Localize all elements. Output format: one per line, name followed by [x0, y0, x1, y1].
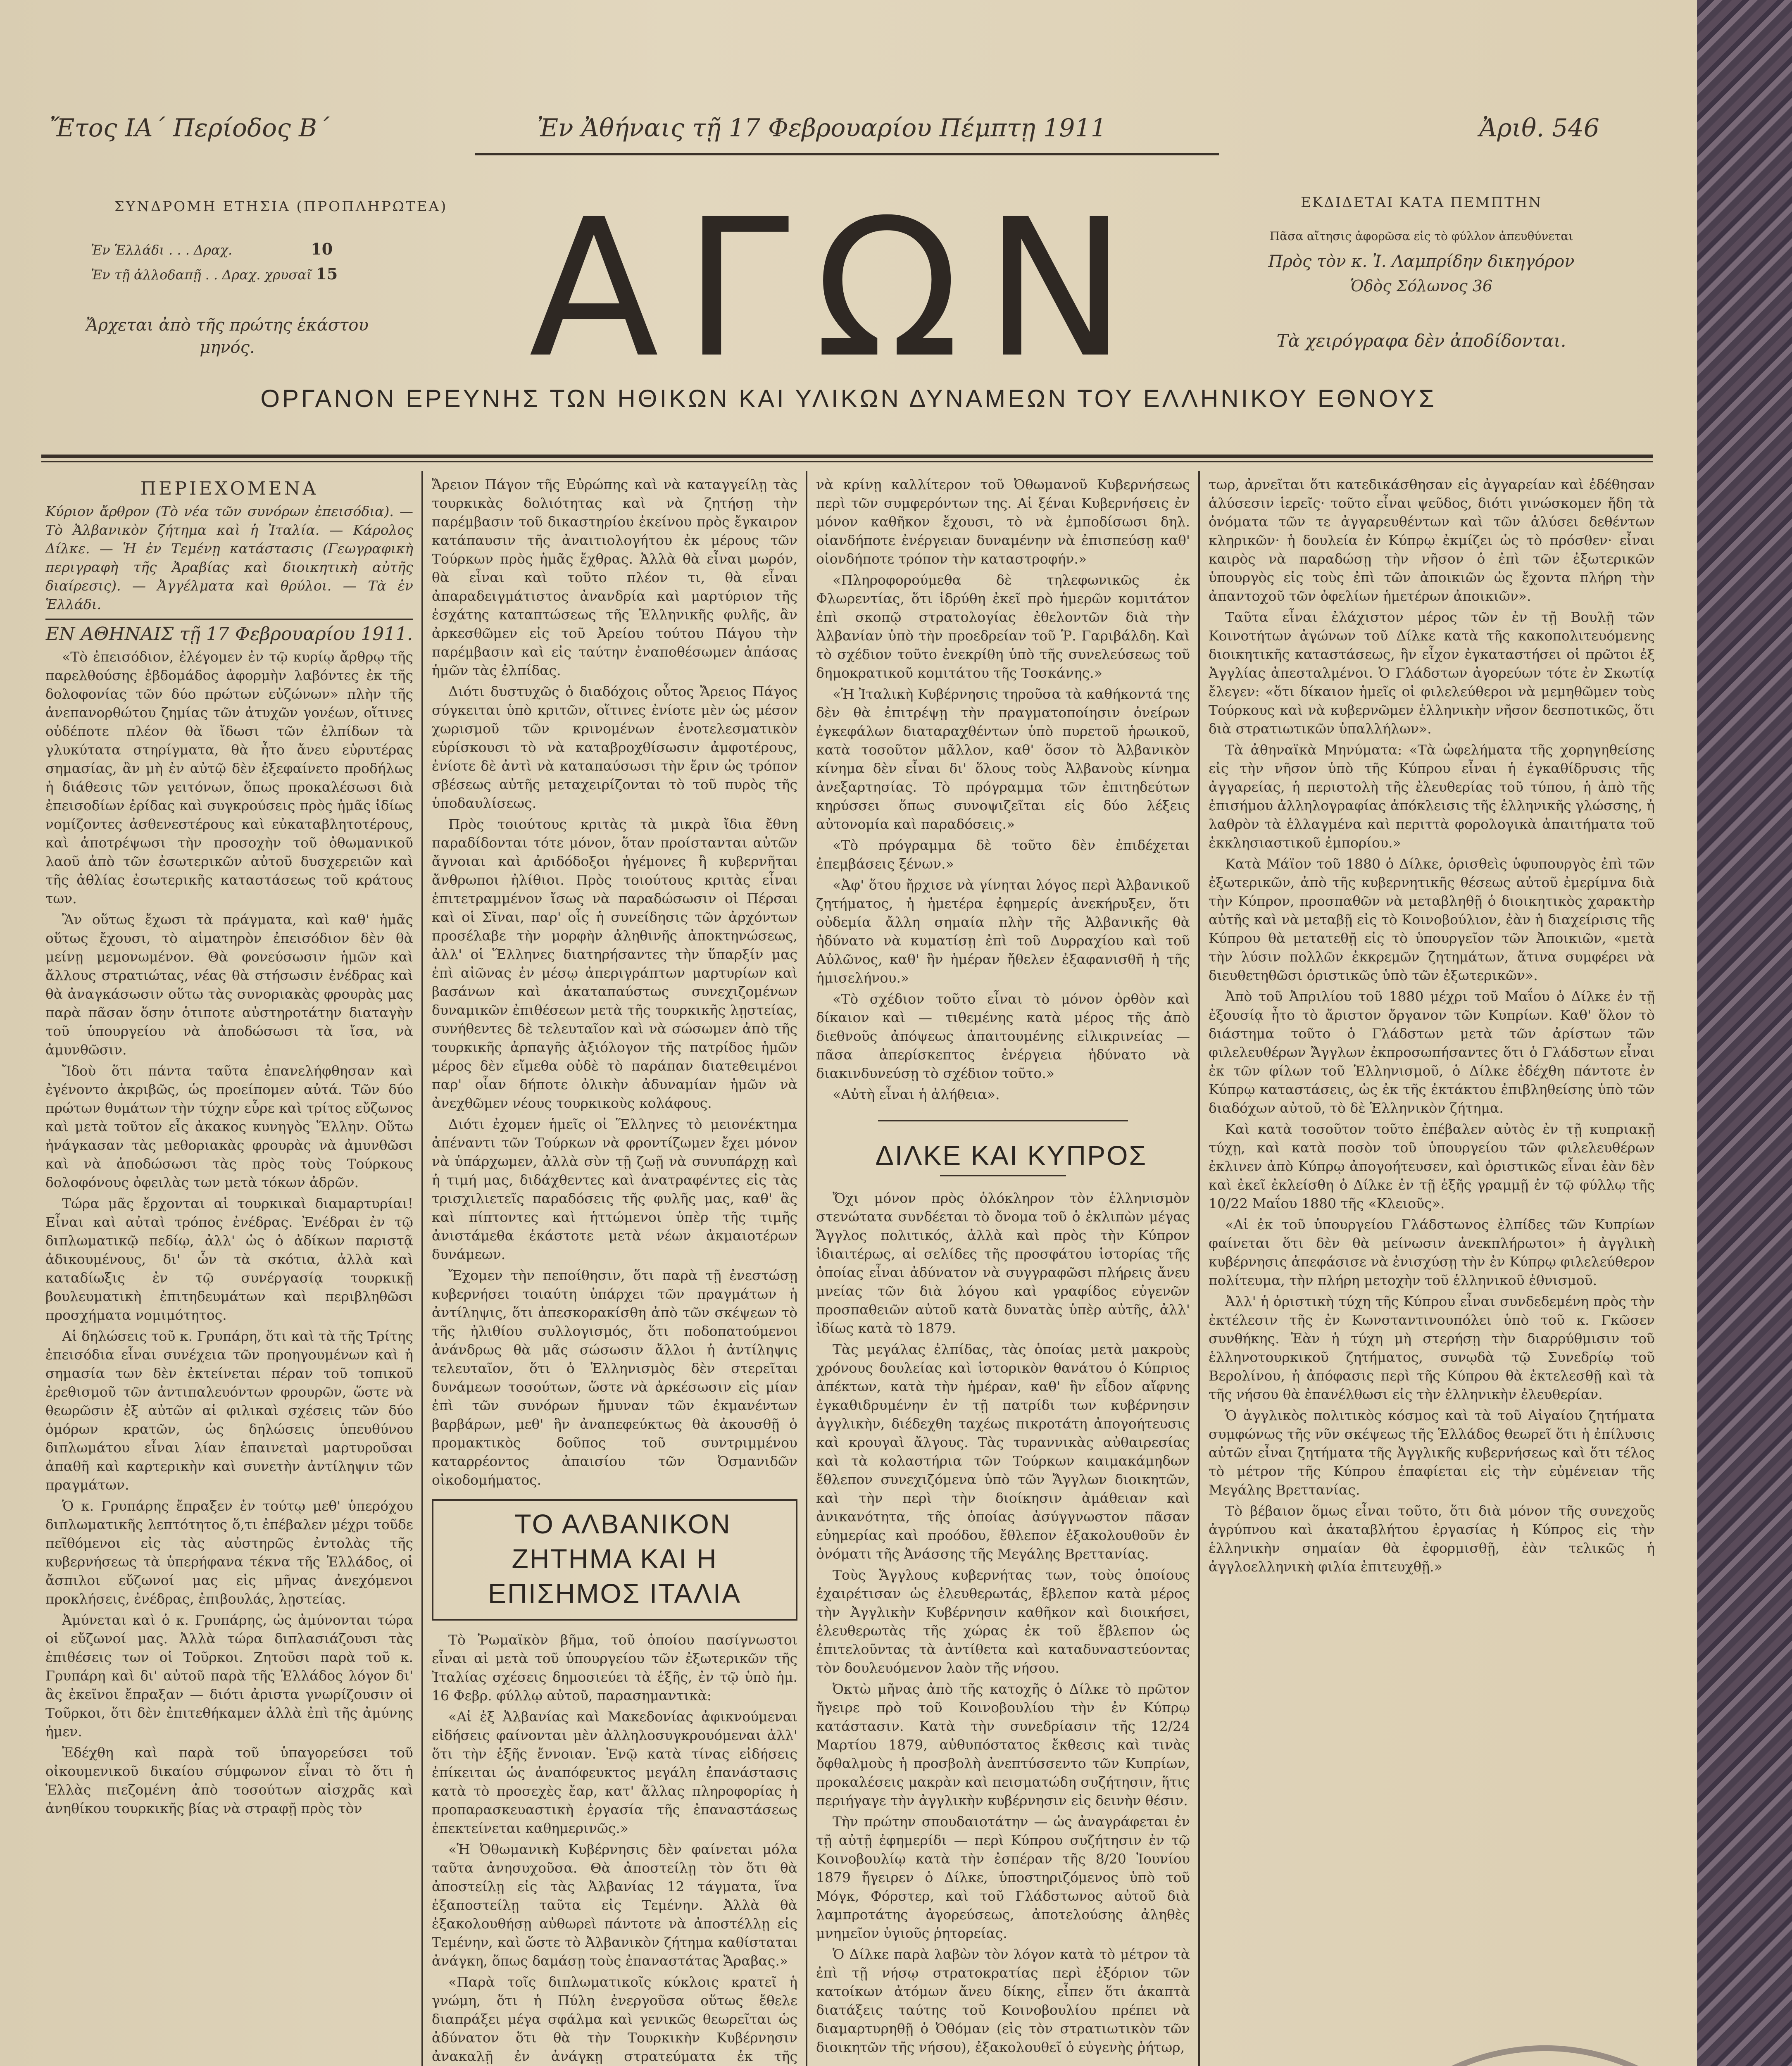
- dilke-cont-p7: «Αἱ ἐκ τοῦ ὑπουργείου Γλάδστωνος ἐλπίδες τῶν Κυπρίων φαίνεται ὅτι δὲν θὰ μείνωσιν ἀνεκπλήρωτοι» ἡ ἀγγλικὴ κυβέρνησις ἀπεφάσισε νὰ ἐνισχύσῃ τὴν ἐν Κύπρῳ φιλελεύθερον πολίτευμα, τὴν πλήρη μετοχὴν τοῦ ἑλληνικοῦ ἐθνισμοῦ.: [1209, 1216, 1655, 1288]
- contents-body: Κύριον ἄρθρον (Τὸ νέα τῶν συνόρων ἐπεισόδια). — Τὸ Ἀλβανικὸν ζήτημα καὶ ἡ Ἰταλία. — Κάρολος Δίλκε. — Ἡ ἐν Τεμένῃ κατάστασις (Γεωγραφικὴ περιγραφὴ τῆς Ἀραβίας καὶ διοικητικὴ αὐτῆς διαίρεσις). — Ἀγγέλματα καὶ θρύλοι. — Τὰ ἐν Ἑλλάδι.: [45, 503, 413, 612]
- dilke-p3: Τοὺς Ἄγγλους κυβερνήτας των, τοὺς ὁποίους ἐχαιρέτισαν ὡς ἐλευθερωτάς, ἔβλεπον κατὰ μέρος τὴν Ἀγγλικὴν Κυβέρνησιν καθῆκον καὶ διοικήσει, ἐλευθερωτὰς τῆς χώρας ἐκ τοῦ ἔβλεπον ὡς ἐπιτελοῦντας τὰ ἀντίθετα καὶ καταδυναστεύοντας τὸν δουλευόμενον λαὸν τῆς νήσου.: [816, 1567, 1190, 1676]
- newspaper-subtitle: ΟΡΓΑΝΟΝ ΕΡΕΥΝΗΣ ΤΩΝ ΗΘΙΚΩΝ ΚΑΙ ΥΛΙΚΩΝ ΔΥΝΑΜΕΩΝ ΤΟΥ ΕΛΛΗΝΙΚΟΥ ΕΘΝΟΥΣ: [260, 385, 1437, 412]
- subscription-greece-value: 10: [311, 240, 333, 258]
- column-rule-2: [806, 471, 807, 2066]
- header-rule-thin: [41, 461, 1653, 462]
- editorial-p1: «Τὸ ἐπεισόδιον, ἐλέγομεν ἐν τῷ κυρίῳ ἄρθρῳ τῆς παρελθούσης ἑβδομάδος ἀφορμὴν λαβόντες ἐκ τῆς δολοφονίας τῶν δύο πρώτων εὐζώνων» πλὴν τῆς ἀνεπανορθώτου ζημίας τῶν ἀτυχῶν γονέων, οἵτινες οὐδέποτε πλέον θὰ ἴδωσι τῶν ἐλπίδων τὰ γλυκύτατα στηρίγματα, θὰ ἦτο ἄνευ εὐρυτέρας σημασίας, ἂν μὴ ἐν αὐτῷ δὲν ἐξεφαίνετο προδήλως ἡ διάθεσις τῶν γειτόνων, ὅπως προκαλέσωσι διὰ ἐπεισοδίων ἐρίδας καὶ συγκρούσεις πρὸς ἡμᾶς ἰδίως νομίζοντες ἀσθενεστέρους καὶ εὐκαταβλητοτέρους, καὶ ἀποτρέψωσι τὴν προσοχὴν τοῦ ὀθωμανικοῦ λαοῦ ἀπὸ τῶν ἐσωτερικῶν αὐτοῦ δυσχερειῶν καὶ τῆς ἀθλίας ἐσωτερικῆς καταστάσεως τοῦ κράτους των.: [45, 649, 413, 907]
- address: Ὁδὸς Σόλωνος 36: [1350, 277, 1493, 295]
- albanian-cont-p1: νὰ κρίνῃ καλλίτερον τοῦ Ὀθωμανοῦ Κυβερνήσεως περὶ τῶν συμφερόντων της. Αἱ ξέναι Κυβερνήσεις ἐν μόνον καθῆκον ἔχουσι, τὸ νὰ ἐμποδίσωσι δηλ. οἱανδήποτε ἐνέργειαν δυναμένην νὰ ἐπισπεύσῃ καθ' οἱονδήποτε τρόπον τὴν καταστροφήν.»: [816, 476, 1190, 567]
- column-rule-3: [1198, 471, 1200, 2066]
- dilke-cont-p2: Ταῦτα εἶναι ἐλάχιστον μέρος τῶν ἐν τῇ Βουλῇ τῶν Κοινοτήτων ἀγώνων τοῦ Δίλκε κατὰ τῆς κακοπολιτευόμενης διοικητικῆς καταστάσεως, ἣν εἶχον ἐγκαταστήσει οἱ πρῶτοι ἐξ Ἀγγλίας ἀπεσταλμένοι. Ὁ Γλάδστων ἀγορεύων τότε ἐν Σκωτίᾳ ἔλεγεν: «ὅτι δίκαιον ἡμεῖς οἱ φιλελεύθεροι νὰ μεμηθῶμεν τοὺς Τούρκους καὶ νὰ κυβερνῶμεν ἑλληνικὴν νῆσον δεσποτικῶς, ὅτι διὰ στρατιωτικῶν ὑπαλλήλων».: [1209, 609, 1655, 737]
- year-period: Ἔτος ΙΑ΄ Περίοδος Β΄: [50, 114, 330, 143]
- albanian-cont-p2: «Πληροφορούμεθα δὲ τηλεφωνικῶς ἐκ Φλωρεντίας, ὅτι ἰδρύθη ἐκεῖ πρὸ ἡμερῶν κομιτάτον ἐπὶ σκοπῷ στρατολογίας ἐθελοντῶν διὰ τὴν Ἀλβανίαν ὑπὸ τὴν προεδρείαν τοῦ Ῥ. Γαριβάλδη. Καὶ τὸ σχέδιον τοῦτο ἐνεκρίθη ὑπὸ τῆς συνελεύσεως τοῦ δημοκρατικοῦ κομιτάτου τῆς Τοσκάνης.»: [816, 572, 1190, 681]
- editorial-p8: Ἐδέχθη καὶ παρὰ τοῦ ὑπαγορεύσει τοῦ οἰκουμενικοῦ δικαίου σύμφωνον εἶναι τὸ ὅτι ἡ Ἑλλὰς πιεζομένη ἀπὸ τοσούτων αἰσχρᾶς καὶ ἀνηθίκου τουρκικῆς βίας νὰ στραφῇ πρὸς τὸν: [45, 1745, 413, 1816]
- editorial-cont-p3: Πρὸς τοιούτους κριτὰς τὰ μικρὰ ἴδια ἔθνη παραδίδονται τότε μόνον, ὅταν προίστανται αὐτῶν ἄγνοιαι καὶ ἀριδόδοξοι ἡγέμονες ἢ κυβερνῆται ἄνθρωποι ἠλίθιοι. Πρὸς τοιούτους κριτὰς εἶναι ἐπιτετραμμένον ἴσως νὰ παραδώσωσιν οἱ Πέρσαι καὶ οἱ Σῖναι, παρ' οἷς ἡ συνείδησις τῶν ἀρχόντων προσέλαβε τὴν μορφὴν ἀληθινῆς ἀποκτηνώσεως, ἀλλ' οἱ Ἕλληνες διατηρήσαντες τὴν ὕπαρξίν μας ἐπὶ αἰῶνας ἐν μέσῳ ἀπεριγράπτων μαρτυρίων καὶ βασάνων καὶ ἀκαταπαύστως συνεχιζομένων δυναμικῶν ἐπιθέσεων μετὰ τῆς τουρκικῆς λῃστείας, συνήθεντες δὲ τελευταῖον καὶ νὰ σώσωμεν ἀπὸ τῆς τουρκικῆς ἀρπαγῆς ἀξιόλογον τῆς πατρίδος ἡμῶν μέρος δὲν εἴμεθα οὐδὲ τὸ παράπαν διατεθειμένοι παρ' οἷαν δήποτε ὀλικὴν ἀδυναμίαν ἡμῶν νὰ ἀνεχθῶμεν νέους τουρκικοὺς κολάφους.: [432, 816, 797, 1111]
- column-4: [1209, 475, 1655, 2066]
- dilke-p1: Ὄχι μόνον πρὸς ὁλόκληρον τὸν ἑλληνισμὸν στενώτατα συνδέεται τὸ ὄνομα τοῦ ὁ ἐκλιπὼν μέγας Ἄγγλος πολιτικός, ἀλλὰ καὶ πρὸς τὴν Κύπρον ἰδιαιτέρως, αἱ σελίδες τῆς προσφάτου ἱστορίας τῆς ὁποίας εἶναι ἀδύνατον νὰ συγγραφῶσι πλήρεις ἄνευ μνείας τῶν διὰ λόγου καὶ γραφίδος εὐγενῶν προσπαθειῶν αὐτοῦ κατὰ δυνατὰς ὑπὲρ αὐτῆς, ἀλλ' ἰδίως κατὰ τὸ 1879.: [816, 1190, 1190, 1336]
- albanian-p4: «Παρὰ τοῖς διπλωματικοῖς κύκλοις κρατεῖ ἡ γνώμη, ὅτι ἡ Πύλη ἐνεργοῦσα οὕτως ἔθελε διαπράξει μέγα σφάλμα καὶ γενικῶς θεωρεῖται ὡς ἀδύνατον ὅτι θὰ τὴν Τουρκικὴν Κυβέρνησιν ἀνακαλῇ ἐν ἀνάγκῃ στρατεύματα ἐκ τῆς: [432, 1974, 797, 2064]
- dilke-cont-p8: Ἀλλ' ἡ ὁριστικὴ τύχη τῆς Κύπρου εἶναι συνδεδεμένη πρὸς τὴν ἐκτέλεσιν τῆς ἐν Κωνσταντινουπόλει ὑπὸ τοῦ κ. Γκῶσεν συνθήκης. Ἐὰν ἡ τύχη μὴ στερήσῃ τὴν διαρρύθμισιν τοῦ ἑλληνοτουρκικοῦ ζητήματος, συνῳδὰ τῷ Συνεδρίῳ τοῦ Βερολίνου, ἡ ἀπόφασις περὶ τῆς Κύπρου θὰ ἐκτελεσθῇ καὶ τὰ τῆς νήσου θὰ ἐπανέλθωσι εἰς τὴν ἑλληνικὴν ἐλευθερίαν.: [1209, 1293, 1655, 1402]
- dilke-cont-p9: Ὁ ἀγγλικὸς πολιτικὸς κόσμος καὶ τὰ τοῦ Αἰγαίου ζητήματα συμφώνως τῆς νῦν σκέψεως τῆς Ἑλλάδος θεωρεῖ ὅτι ἡ ἐπίλυσις αὐτῶν εἶναι ζητήματα τῆς Ἀγγλικῆς κυβερνήσεως καὶ ὅτι τέλος τὸ μέτρον τῆς Κύπρου ἐπαφίεται εἰς τὴν εὐμένειαν τῆς Μεγάλης Βρεττανίας.: [1209, 1407, 1655, 1498]
- editorial-p5: Αἱ δηλώσεις τοῦ κ. Γρυπάρη, ὅτι καὶ τὰ τῆς Τρίτης ἐπεισόδια εἶναι συνέχεια τῶν προηγουμένων καὶ ἡ σημασία των δὲν ἐκτείνεται πέραν τοῦ τοπικοῦ ἐρεθισμοῦ τῶν ἀντιπαλευόντων φρουρῶν, ὥστε νὰ θεωρῶσιν ἐξ αὐτῶν αἱ φιλικαὶ σχέσεις τῶν δύο ὁμόρων κρατῶν, ὡς δηλώσεις ὑπευθύνου διπλωμάτου εἶναι λίαν ἐπαινεταὶ μαρτυροῦσαι ἀπαθῆ καὶ καρτερικὴν καὶ συνετὴν ἀντίληψιν τῶν πραγμάτων.: [45, 1328, 413, 1493]
- editorial-p2: Ἂν οὕτως ἔχωσι τὰ πράγματα, καὶ καθ' ἡμᾶς οὕτως ἔχουσι, τὸ αἱματηρὸν ἐπεισόδιον δὲν θὰ μείνῃ μεμονωμένον. Θὰ φονεύσωσιν ἡμῶν καὶ ἄλλους στρατιώτας, νέας θὰ στήσωσιν ἐνέδρας καὶ θὰ ἀναγκάσωσιν οὕτω τὰς συνοριακὰς φρουρὰς μας παρὰ πᾶσαν ὅσην ὁτιποτε αὐστηροτάτην διαταγὴν τοῦ ὑπουργείου νὰ ἀποδώσωσι τὰ ἴσα, νὰ ἀμυνθῶσιν.: [45, 912, 413, 1058]
- editorial-p4: Τώρα μᾶς ἔρχονται αἱ τουρκικαὶ διαμαρτυρίαι! Εἶναι καὶ αὐταὶ τρόπος ἐνέδρας. Ἐνέδραι ἐν τῷ διπλωματικῷ πεδίῳ, ἀλλ' ὡς ὁ ἀδίκων παριστᾷ ἀδικουμένους, δι' ὧν τὰ σκότια, ἀλλὰ καὶ καταδίωξις ἐν τῷ συνέργασίᾳ τουρκικῇ βουλευματικὴ ἐπιτηδευμάτων καὶ περιβληθῶσι προσχήματα νομιμότητος.: [45, 1195, 413, 1323]
- albanian-p1: Τὸ Ῥωμαϊκὸν βῆμα, τοῦ ὁποίου πασίγνωστοι εἶναι αἱ μετὰ τοῦ ὑπουργείου τῶν ἐξωτερικῶν τῆς Ἰταλίας σχέσεις δημοσιεύει τὰ ἑξῆς, ἐν τῷ ὑπὸ ἡμ. 16 Φεβρ. φύλλῳ αὐτοῦ, παρασημαντικὰ:: [432, 1632, 797, 1704]
- dilke-p2: Τὰς μεγάλας ἐλπίδας, τὰς ὁποίας μετὰ μακροὺς χρόνους δουλείας καὶ ἱστορικὸν θανάτου ὁ Κύπριος ἀπέκτων, κατὰ τὴν ἡμέραν, καθ' ἣν εἶδον αἴφνης ἐγκαθιδρυμένην ἐν τῇ πατρίδι των κυβέρνησιν ἀγγλικὴν, διέδεχθη ταχέως πικροτάτη ἀπογοήτευσις καὶ κρουγαὶ ἄλγους. Τὰς τυραννικὰς αὐθαιρεσίας καὶ τὰ κολαστήρια τῶν Τούρκων καιμακάμηδων ἔθλεπον συνεχιζόμενα ὑπὸ τῶν Ἄγγλων διοικητῶν, καὶ τὴν περὶ τὴν διοίκησιν ἀμάθειαν καὶ ἀνικανότητα, τῆς ὁποίας ἀσύγγνωστον πᾶσαν εὐημερίας καὶ προόδου, ἔθλεπον ἐξακολουθοῦν ἐν ὀνόματι τῆς Ἀνάσσης τῆς Μεγάλης Βρεττανίας.: [816, 1341, 1190, 1562]
- column-3: [816, 475, 1190, 2066]
- dilke-cont-p3: Τὰ ἀθηναϊκὰ Μηνύματα: «Τὰ ὠφελήματα τῆς χορηγηθείσης εἰς τὴν νῆσον ὑπὸ τῆς Κύπρου εἶναι ἡ ἐγκαθίδρυσις τῆς ἀγγαρείας, ἡ περιστολὴ τῆς ἐλευθερίας τοῦ τύπου, ἡ ἀπὸ τῆς ἐπισήμου ἀλληλογραφίας ἀπόκλεισις τῆς ἑλληνικῆς γλώσσης, ἡ λαθρὸν τὰ ἑλλαγμένα καὶ περιττὰ φορολογικὰ ἀπαιτήματα τοῦ ἐκκλησιαστικοῦ ἐμπορίου.»: [1209, 742, 1655, 851]
- dilke-article-heading: ΔΙΛΚΕ ΚΑΙ ΚΥΠΡΟΣ: [875, 1140, 1147, 1171]
- subscription-abroad-value: 15: [316, 264, 338, 283]
- editorial-cont-p4: Διότι ἐχομεν ἡμεῖς οἱ Ἕλληνες τὸ μειονέκτημα ἀπέναντι τῶν Τούρκων νὰ φροντίζωμεν ἔχει μόνον νὰ ὑπάρχωμεν, ἀλλὰ σὺν τῇ ζωῇ νὰ συνυπάρχῃ καὶ ἡ τιμή μας, διδάχθεντες καὶ ἀνατραφέντες εἰς τὰς τρισχιλιετεῖς παραδόσεις τῆς φυλῆς μας, καθ' ἃς καὶ πίπτοντες καὶ ἡττώμενοι ὑπὲρ τῆς τιμῆς ἀνιστάμεθα ἑκάστοτε μετὰ νέων ἀκμαιοτέρων δυνάμεων.: [432, 1116, 797, 1262]
- dilke-rule-bottom: [940, 1175, 1066, 1176]
- editorial-cont-p5: Ἔχομεν τὴν πεποίθησιν, ὅτι παρὰ τῇ ἐνεστώσῃ κυβερνήσει τοιαύτη ὑπάρχει τῶν πραγμάτων ἡ ἀντίληψις, ὅτι ἀπεσκορακίσθη ἀπὸ τῶν σκέψεων τὸ τῆς ἠλιθίου συλλογισμός, ὅτι ποδοπατούμενοι ἀνάνδρως θὰ μᾶς σώσωσιν ἄλλοι ἡ ἀντίληψις τελευταῖον, ὅτι ὁ Ἑλληνισμὸς δὲν στερεῖται δυνάμεων τοσούτων, ὥστε νὰ ἀρκέσωσιν εἰς μίαν ἐπὶ τῶν συνόρων ἤμυναν τῶν ἐκμανέντων βαρβάρων, μεθ' ἣν ἀναπεφεύκτως θὰ ἀκουσθῇ ὁ προμακτικὸς δοῦπος τοῦ συντριμμένου καταρρέοντος ἀπαισίου τῶν Ὀσμανιδῶν οἰκοδομήματος.: [432, 1267, 797, 1488]
- dilke-p5: Τὴν πρώτην σπουδαιοτάτην — ὡς ἀναγράφεται ἐν τῇ αὐτῇ ἐφημερίδι — περὶ Κύπρου συζήτησιν ἐν τῷ Κοινοβουλίῳ κατὰ τὴν ἐσπέραν τῆς 8/20 Ἰουνίου 1879 ἤγειρεν ὁ Δίλκε, ὑποστηριζόμενος ὑπὸ τοῦ Μόγκ, Φόρστερ, καὶ τοῦ Γλάδστωνος αὐτοῦ διὰ λαμπροτάτης ἀγορεύσεως, ἀποτελούσης ἀληθὲς μνημεῖον ὑγιοῦς ῥητορείας.: [816, 1814, 1190, 1941]
- lawyer-name: Πρὸς τὸν κ. Ἰ. Λαμπρίδην δικηγόρον: [1268, 252, 1575, 271]
- column-rule-1: [421, 471, 423, 2066]
- albanian-cont-p5: «Ἀφ' ὅτου ἤρχισε νὰ γίνηται λόγος περὶ Ἀλβανικοῦ ζητήματος, ἡ ἡμετέρα ἐφημερίς ἀνεκήρυξεν, ὅτι οὐδεμία ἄλλη σημαία πλὴν τῆς Ἀλβανικῆς θὰ ἠδύνατο νὰ κυματίσῃ ἐπὶ τοῦ Δυρραχίου καὶ τοῦ Αὐλῶνος, καθ' ἣν ἡμέραν ἤθελεν ἐξαφανισθῆ ἡ τῆς ἡμισελήνου.»: [816, 877, 1190, 986]
- dilke-cont-p10: Τὸ βέβαιον ὅμως εἶναι τοῦτο, ὅτι διὰ μόνον τῆς συνεχοῦς ἀγρύπνου καὶ ἀκαταβλήτου ἐργασίας ἡ Κύπρος εἰς τὴν ἑλληνικὴν σημαίαν θὰ ἐφορμισθῇ, ἐὰν τελικῶς ἡ ἀγγλοελληνικὴ φιλία ἐπιτευχθῇ.»: [1209, 1503, 1655, 1575]
- header-rule-thick: [41, 455, 1653, 458]
- column-2: [432, 475, 797, 2066]
- issue-number: Ἀριθ. 546: [1479, 114, 1599, 143]
- albanian-cont-p4: «Τὸ πρόγραμμα δὲ τοῦτο δὲν ἐπιδέχεται ἐπεμβάσεις ξένων.»: [816, 837, 1190, 872]
- book-binding: [1693, 0, 1792, 2066]
- article-dateline: ΕΝ ΑΘΗΝΑΙΣ τῇ 17 Φεβρουαρίου 1911.: [45, 624, 413, 645]
- albanian-cont-p6: «Τὸ σχέδιον τοῦτο εἶναι τὸ μόνον ὀρθὸν καὶ δίκαιον καὶ — τιθεμένης κατὰ μέρος τῆς ἀπὸ διεθνοῦς ἀπόψεως ἀπαιτουμένης εἰλικρινείας — πᾶσα ἀπερίσκεπτος ἐνέργεια ἠδύνατο νὰ διακινδυνεύσῃ τὸ σχέδιον τοῦτο.»: [816, 991, 1190, 1081]
- editorial-cont-p2: Διότι δυστυχῶς ὁ διαδόχοις οὗτος Ἄρειος Πάγος σύγκειται ὑπὸ κριτῶν, οἵτινες ἐνίοτε μὲν ὡς μέσον χωρισμοῦ τῶν κρινομένων ἐνοτελεσματικὸν εὑρίσκουσι τὸ νὰ καταβροχθίσωσιν ἀμφοτέρους, ἐνίοτε δὲ ἀντὶ νὰ καταπαύσωσι τὴν ἔριν ὡς τρόπον σβέσεως αὐτῆς μεταχειρίζονται τὸ τοῦ πυρὸς τῆς ὑποδαυλίσεως.: [432, 683, 797, 811]
- editorial-p3: Ἴδοὺ ὅτι πάντα ταῦτα ἐπανελήφθησαν καὶ ἐγένοντο ἀκριβῶς, ὡς προείπομεν αὐτά. Τῶν δύο πρώτων θυμάτων τὴν τύχην εὗρε καὶ τρίτος εὔζωνος καὶ μετὰ τοῦτον εἷς ἀκακος κυνηγὸς Ἕλλην. Οὕτω ἠνάγκασαν τὰς μεθοριακὰς φρουρὰς νὰ ἀμυνθῶσι καὶ νὰ ἀποδώσωσι τὰς πρὸς τοὺς Τούρκους δολοφόνους ὀφειλὰς των μετὰ τόκων ἀδρῶν.: [45, 1063, 413, 1190]
- subscription-start: Ἄρχεται ἀπὸ τῆς πρώτης ἑκάστου μηνός.: [86, 316, 369, 357]
- contents-title: ΠΕΡΙΕΧΟΜΕΝΑ: [140, 478, 319, 499]
- dateline: Ἐν Ἀθήναις τῇ 17 Φεβρουαρίου Πέμπτῃ 1911: [537, 114, 1107, 143]
- requests-note: Πᾶσα αἴτησις ἀφορῶσα εἰς τὸ φύλλον ἀπευθύνεται: [1269, 229, 1573, 243]
- column-1: [45, 475, 413, 2066]
- editorial-p7: Ἀμύνεται καὶ ὁ κ. Γρυπάρης, ὡς ἀμύνονται τώρα οἱ εὔζωνοί μας. Ἀλλὰ τώρα διπλασιάζουσι τὰς ἐπιθέσεις των οἱ Τοῦρκοι. Ζητοῦσι παρὰ τοῦ κ. Γρυπάρη καὶ δι' αὐτοῦ παρὰ τῆς Ἑλλάδος λόγον δι' ἃς ἐκεῖνοι ἔπραξαν — διότι ἀριστα γνωρίζουσιν οἱ Τοῦρκοι, ὅτι δὲν ἐπιτεθήκαμεν ἀλλὰ ἐπὶ τῆς ἀμύνης ἠμεν.: [45, 1612, 413, 1740]
- albanian-article-box: [432, 1499, 797, 1621]
- dilke-cont-p6: Καὶ κατὰ τοσοῦτον τοῦτο ἐπέβαλεν αὐτὸς ἐν τῇ κυπριακῇ τύχῃ, καὶ κατὰ ποσὸν τοῦ ὑπουργείου τῶν φιλελευθέρων ἐκλινεν ἀπὸ Κύπρῳ ἀπογοήτευσεν, καὶ ὁριστικῶς εἶναι ἐὰν δὲν καὶ ἐκεῖ ἐκλείσθη ὁ Δίλκε ἐν τῇ ἑξῆς γραμμῇ ἐν τῷ φύλλῳ τῆς 10/22 Μαΐου 1880 τῆς «Κλειοῦς».: [1209, 1121, 1655, 1212]
- subscription-greece-label: Ἐν Ἑλλάδι . . . Δραχ.: [91, 242, 233, 258]
- masthead-title: ΑΓΩΝ: [529, 179, 1152, 400]
- subscription-greece: [91, 240, 333, 258]
- subscription-abroad: [91, 264, 338, 283]
- dilke-p4: Ὀκτὼ μῆνας ἀπὸ τῆς κατοχῆς ὁ Δίλκε τὸ πρῶτον ἤγειρε πρὸ τοῦ Κοινοβουλίου τὴν ἐν Κύπρῳ κατάστασιν. Κατὰ τὴν συνεδρίασιν τῆς 12/24 Μαρτίου 1879, αὐθυπόστατος ἔκθεσις καὶ τινὰς ὄφθαλμοὺς ἡ προσβολὴ ἀνεπτύσσεντο τῶν Κυπρίων, προκαλέσεις μακρὰν καὶ πεισματώδη συζήτησιν, ἥτις περιήγαγε τὴν ἀγγλικὴν κυβέρνησιν εἰς δεινὴν θέσιν.: [816, 1681, 1190, 1809]
- albanian-p3: «Ἡ Ὀθωμανικὴ Κυβέρνησις δὲν φαίνεται μόλα ταῦτα ἀνησυχοῦσα. Θὰ ἀποστείλῃ τὸν ὅτι θὰ ἀποστείλῃ εἰς τὰς Ἀλβανίας 12 τάγματα, ἵνα ἐξαποστείλῃ ταῦτα εἰς Τεμένην. Ἀλλὰ θὰ ἐξακολουθήσῃ αὐθωρεὶ πάντοτε νὰ ἀποστέλλῃ εἰς Τεμένην, καὶ ὥστε τὸ Ἀλβανικὸν ζήτημα καθίσταται ἀνάγκη, ὅπως δαμάσῃ τοὺς ἐπαναστάτας Ἄραβας.»: [432, 1841, 797, 1969]
- dilke-cont-p1: τωρ, ἀρνεῖται ὅτι κατεδικάσθησαν εἰς ἀγγαρείαν καὶ ἐδέθησαν ἁλύσεσιν ἱερεῖς· τοῦτο εἶναι ψεῦδος, διότι γινώσκομεν ἤδη τὰ ὀνόματα τῶν τε ἀγγαρευθέντων καὶ τῶν ἁλύσει δεθέντων κληρικῶν· ἡ δουλεία ἐν Κύπρῳ ἐκμίζει ὡς τὸ πρόσθεν· εἶναι καιρὸς νὰ παραδώσῃ τὴν νῆσον ὁ ἐπὶ τῶν ἐξωτερικῶν ὑπουργὸς εἰς τοὺς ἐπὶ τῶν ἀποικιῶν ὡς ἔχοντα πλήρη τὴν ἀπαντοχοῦ τῶν ὀφελίων ἡμετέρων ἀποικιῶν».: [1209, 476, 1655, 604]
- dilke-rule-top: [878, 1120, 1128, 1121]
- contents-rule: [45, 619, 413, 620]
- subscription-title: ΣΥΝΔΡΟΜΗ ΕΤΗΣΙΑ (ΠΡΟΠΛΗΡΩΤΕΑ): [114, 198, 448, 215]
- manuscripts-note: Τὰ χειρόγραφα δὲν ἀποδίδονται.: [1276, 331, 1566, 351]
- albanian-p2: «Αἱ ἐξ Ἀλβανίας καὶ Μακεδονίας ἀφικνούμεναι εἰδήσεις φαίνονται μὲν ἀλληλοσυγκρουόμεναι ἀλλ' ὅτι τὴν ἑξῆς ἔννοιαν. Ἐνῷ κατὰ τίνας εἰδήσεις ἐπίκειται ὡς ἀναπόφευκτος μεγάλη ἐπανάστασις κατὰ τὸ προσεχὲς ἔαρ, κατ' ἄλλας πληροφορίας ἡ προπαρασκευαστικὴ ἐργασία τῆς ἐπαναστάσεως ἐπεκτείνεται καθημερινῶς.»: [432, 1709, 797, 1836]
- editorial-cont-p1: Ἄρειον Πάγον τῆς Εὐρώπης καὶ νὰ καταγγείλῃ τὰς τουρκικὰς δολιότητας καὶ νὰ ζητήσῃ τὴν παρέμβασιν τοῦ δικαστηρίου ἐκείνου πρὸς ἔγκαιρον κατάπαυσιν τῆς ἀναιτιολογήτου ἐκ μέρους τῶν Τούρκων πρὸς ἡμᾶς ἔχθρας. Ἀλλὰ θὰ εἶναι μωρόν, θὰ εἶναι καὶ τοῦτο πλέον τι, θὰ εἶναι ἀπαραδειγμάτιστος ἀνανδρία καὶ μαρτύριον τῆς ἐσχάτης καταπτώσεως τῆς Ἑλληνικῆς φυλῆς, ἂν ἀρκεσθῶμεν εἰς τοῦ Ἀρείου τούτου Πάγου τὴν παρέμβασιν καὶ εἰς ταύτην ἐναποθέσωμεν ἁπάσας ἡμῶν τὰς ἐλπίδας.: [432, 476, 797, 678]
- albanian-cont-p3: «Ἡ Ἰταλικὴ Κυβέρνησις τηροῦσα τὰ καθήκοντά της δὲν θὰ ἐπιτρέψῃ τὴν πραγματοποίησιν ὀνείρων ἐγκεφάλων διαταραχθέντων ὑπὸ πυρετοῦ ἡρωικοῦ, κατὰ τοσοῦτον μᾶλλον, καθ' ὅσον τὸ Ἀλβανικὸν κίνημα δὲν εἶναι δι' ὅλους τοὺς Ἀλβανοὺς κίνημα ἀνεξαρτησίας. Τὸ πρόγραμμα τῶν ἐπιτηδεύτων κηρύσσει ὅπως συνοψιζεῖται εἰς δύο λέξεις αὐτονομία καὶ παραδόσεις.»: [816, 686, 1190, 832]
- publish-day: ΕΚΔΙΔΕΤΑΙ ΚΑΤΑ ΠΕΜΠΤΗΝ: [1300, 194, 1542, 211]
- albanian-cont-p7: «Αὐτὴ εἶναι ἡ ἀλήθεια».: [833, 1086, 1000, 1102]
- dilke-cont-p4: Κατὰ Μάϊον τοῦ 1880 ὁ Δίλκε, ὁρισθεὶς ὑφυπουργὸς ἐπὶ τῶν ἐξωτερικῶν, ἀπὸ τῆς κυβερνητικῆς θέσεως αὐτοῦ ἐμερίμνα διὰ τὴν Κύπρον, προσπαθῶν νὰ μεταβληθῇ ὁ διοικητικὸς χαρακτὴρ αὐτῆς καὶ νὰ μεταβῇ εἰς τὸ Κοινοβούλιον, ἐὰν ἡ διαχείρισις τῆς Κύπρου θὰ μετατεθῇ εἰς τὸ ὑπουργεῖον τῶν Ἀποικιῶν, «μετὰ τὴν λύσιν πολλῶν ἐκκρεμῶν ζητημάτων, ἅτινα συμφέρει νὰ διευθετηθῶσι ὁριστικῶς ὑπὸ τῶν ἐξωτερικῶν».: [1209, 856, 1655, 983]
- top-rule: [475, 153, 1219, 155]
- editorial-p6: Ὁ κ. Γρυπάρης ἔπραξεν ἐν τούτῳ μεθ' ὑπερόχου διπλωματικῆς λεπτότητος ὅ,τι ἐπέβαλεν μέχρι τοῦδε πεῖθόμενοι εἰς τὰς αὐστηρῶς ἐντολὰς τῆς κυβερνήσεως τὰ ὑπερήφανα τέκνα τῆς Ἑλλάδος, οἱ ἄσπιλοι εὔζωνοί μας εἰς μῆνας ἀνεχόμενοι προκλήσεις, ἐνέδρας, ἐπιβουλάς, λῃστείας.: [45, 1498, 413, 1607]
- subscription-abroad-label: Ἐν τῇ ἀλλοδαπῇ . . Δραχ. χρυσαῖ: [91, 267, 312, 283]
- dilke-cont-p5: Ἀπὸ τοῦ Ἀπριλίου τοῦ 1880 μέχρι τοῦ Μαΐου ὁ Δίλκε ἐν τῇ ἐξουσίᾳ ἦτο τὸ ἄριστον ὄργανον τῶν Κυπρίων. Καθ' ὅλον τὸ διάστημα τοῦτο ὁ Γλάδστων μετὰ τῶν ἀρίστων τῶν φιλελευθέρων Ἄγγλων ἐκπροσωπήσαντες ὅτι ὁ Γλάδστων εἶναι ἐκ τῶν φίλων τοῦ Ἑλληνισμοῦ, ὁ Δίλκε ἐδέχθη πάντοτε ἐν Κύπρῳ καταστάσεις, ὡς ἐκ τῆς ἐκτάκτου ἐπιβληθείσης ὑπὸ τῶν διαδόχων αὐτοῦ, τὸ δὲ Ἑλληνικὸν ζήτημα.: [1209, 988, 1655, 1116]
- albanian-article-heading: ΤΟ ΑΛΒΑΝΙΚΟΝ ΖΗΤΗΜΑ ΚΑΙ Η ΕΠΙΣΗΜΟΣ ΙΤΑΛΙΑ: [488, 1509, 742, 1609]
- dilke-p6: Ὁ Δίλκε παρὰ λαβὼν τὸν λόγον κατὰ τὸ μέτρον τὰ ἐπὶ τῇ νήσῳ στρατοκρατίας περὶ ἐξόριον τῶν κατοίκων ἀτόμων ἄνευ δίκης, εἶπεν ὅτι ἀκαπτὰ διατάξεις ταύτης τοῦ Κοινοβουλίου πρέπει νὰ διαμαρτυρηθῇ ὁ Ὀθόμαν (εἰς τὸν στρατιωτικὸν τῶν διοικητῶν τῆς νήσου), ἐξακολουθεῖ ὁ εὐγενὴς ῥήτωρ,: [816, 1946, 1190, 2055]
